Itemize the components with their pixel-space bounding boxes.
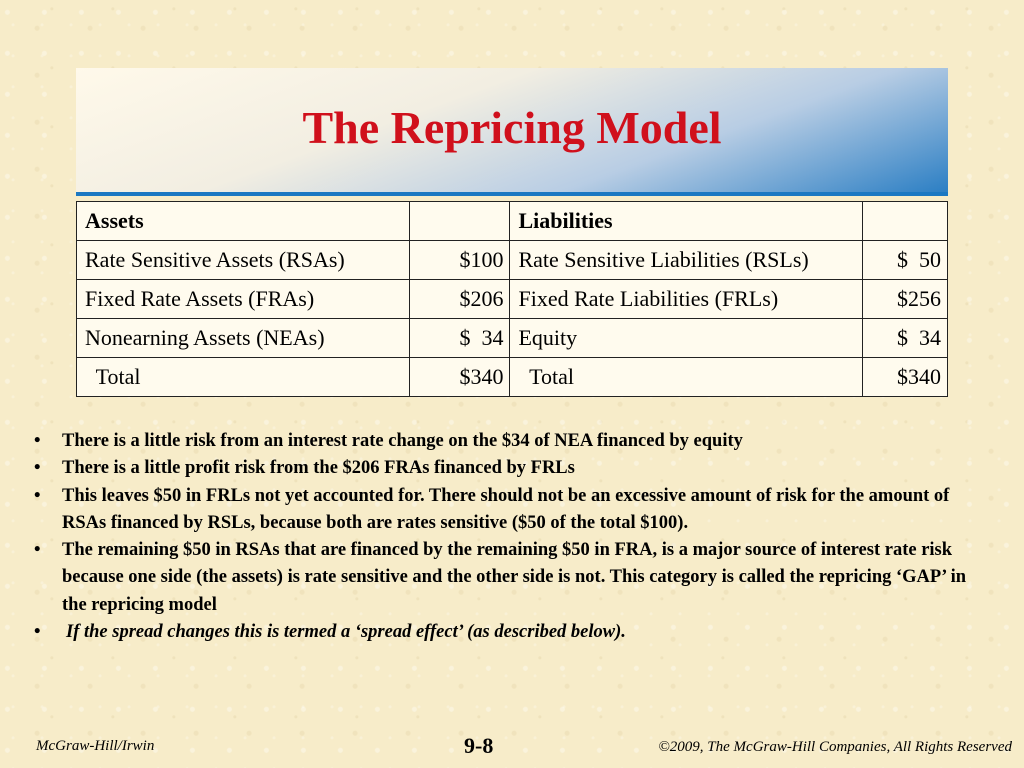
- asset-amount-cell: $206: [409, 280, 510, 319]
- copyright-notice: ©2009, The McGraw-Hill Companies, All Rights Reserved: [658, 739, 1012, 755]
- table-row: [77, 280, 948, 319]
- asset-total-label: Total: [77, 358, 410, 397]
- liability-amount-cell: $256: [863, 280, 948, 319]
- bullet-text: There is a little profit risk from the $206 FRAs financed by FRLs: [62, 458, 575, 479]
- header-assets-amount: [409, 202, 510, 241]
- asset-cell: Nonearning Assets (NEAs): [77, 319, 410, 358]
- balance-sheet-table: [76, 201, 948, 397]
- bullet-text: If the spread changes this is termed a ‘spread effect’ (as described below).: [66, 622, 626, 643]
- bullet-marker: •: [34, 458, 41, 479]
- header-liabilities-amount: [863, 202, 948, 241]
- bullet-item: [34, 455, 974, 482]
- liability-total-amount: $340: [863, 358, 948, 397]
- table-header-row: [77, 202, 948, 241]
- bullet-marker: •: [34, 431, 41, 451]
- bullet-item: [34, 537, 974, 619]
- table-total-row: [77, 358, 948, 397]
- liability-cell: Equity: [510, 319, 863, 358]
- asset-total-amount: $340: [409, 358, 510, 397]
- bullet-marker: •: [34, 622, 41, 643]
- liability-amount-cell: $ 34: [863, 319, 948, 358]
- header-liabilities: Liabilities: [510, 202, 863, 241]
- liability-amount-cell: $ 50: [863, 241, 948, 280]
- slide-title: The Repricing Model: [302, 102, 722, 153]
- asset-cell: Rate Sensitive Assets (RSAs): [77, 241, 410, 280]
- bullet-marker: •: [34, 485, 41, 506]
- table-row: [77, 241, 948, 280]
- bullet-text: This leaves $50 in FRLs not yet accounted for. There should not be an excessive amount of risk for the amount of RSAs financed by RSLs, because both are rates sensitive ($50 of the total $100).: [62, 485, 950, 533]
- asset-cell: Fixed Rate Assets (FRAs): [77, 280, 410, 319]
- table-row: [77, 319, 948, 358]
- asset-amount-cell: $ 34: [409, 319, 510, 358]
- bullet-list: [34, 428, 974, 646]
- header-assets: Assets: [77, 202, 410, 241]
- bullet-item: [34, 483, 974, 538]
- liability-cell: Rate Sensitive Liabilities (RSLs): [510, 241, 863, 280]
- liability-cell: Fixed Rate Liabilities (FRLs): [510, 280, 863, 319]
- bullet-text: The remaining $50 in RSAs that are financed by the remaining $50 in FRA, is a major source of interest rate risk because one side (the assets) is rate sensitive and the other side is not. This category is called the repricing ‘GAP’ in the repricing model: [62, 540, 967, 615]
- page-number: 9-8: [464, 733, 494, 758]
- bullet-item: [34, 428, 974, 455]
- bullet-text: There is a little risk from an interest rate change on the $34 of NEA financed by equity: [62, 431, 743, 451]
- asset-amount-cell: $100: [409, 241, 510, 280]
- bullet-item: [34, 619, 974, 646]
- publisher-label: McGraw-Hill/Irwin: [36, 738, 155, 754]
- liability-total-label: Total: [510, 358, 863, 397]
- bullet-marker: •: [34, 540, 41, 561]
